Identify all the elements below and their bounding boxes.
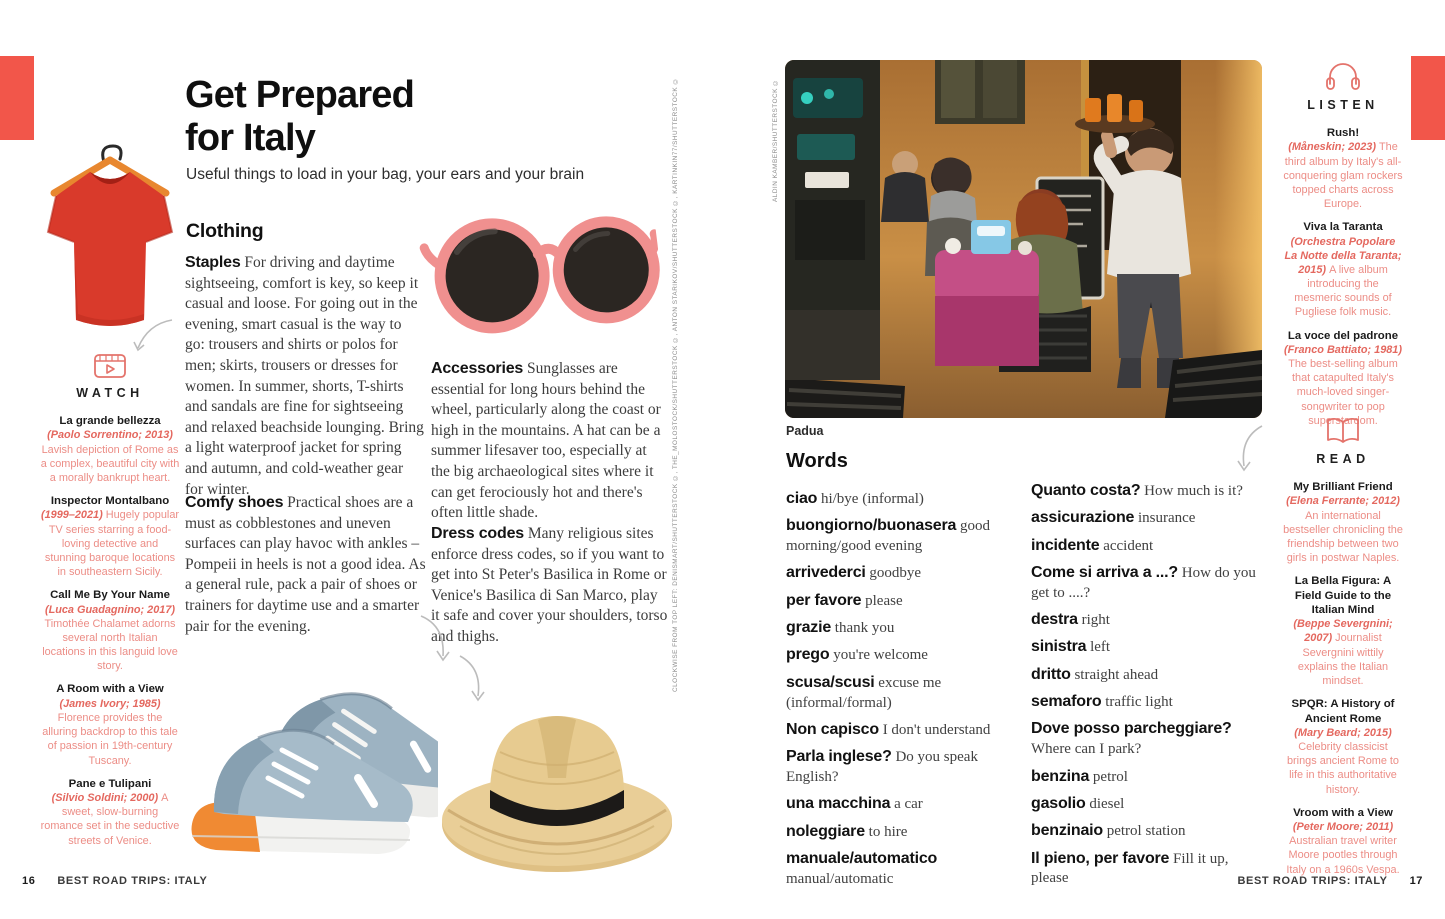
- photo-caption: Padua: [786, 424, 824, 438]
- chapter-tab-left: [0, 56, 34, 140]
- recommendation-credit: (Peter Moore; 2011): [1292, 821, 1394, 834]
- recommendation-credit: (Silvio Soldini; 2000): [51, 792, 162, 805]
- word-entry: [1031, 767, 1269, 787]
- recommendation-body: [1283, 726, 1403, 797]
- recommendation-entry: [1283, 806, 1403, 877]
- recommendation-entry: [1283, 480, 1403, 565]
- italian-term: scusa/scusi: [786, 673, 875, 691]
- italian-term: buongiorno/buonasera: [786, 517, 957, 535]
- italian-term: assicurazione: [1031, 509, 1135, 527]
- recommendation-entry: [40, 777, 180, 848]
- recommendation-credit: (Paolo Sorrentino; 2013): [47, 429, 173, 442]
- word-entry: [1031, 637, 1269, 657]
- word-entry: [1031, 719, 1269, 759]
- photo-credit-left-page: CLOCKWISE FROM TOP LEFT: DENISMART/SHUTTERSTOCK ©, THE_MOLOSTOCK/SHUTTERSTOCK ©, ANTON STARIKOV/SHUTTERSTOCK ©, KARTINKIN77/SHUTTERSTOCK ©: [672, 77, 679, 692]
- page-title: [185, 74, 414, 160]
- italian-term: noleggiare: [786, 822, 865, 840]
- word-entry: [786, 673, 1018, 713]
- word-entry: [786, 794, 1018, 814]
- italian-term: Il pieno, per favore: [1031, 849, 1170, 867]
- staples-term: Staples: [185, 254, 241, 271]
- footer-right: [1238, 875, 1423, 887]
- italian-term: per favore: [786, 591, 862, 609]
- word-entry: [786, 747, 1018, 787]
- word-entry: [1031, 821, 1269, 841]
- english-translation: insurance: [1134, 510, 1196, 527]
- recommendation-body: [1283, 494, 1403, 565]
- english-translation: straight ahead: [1070, 666, 1159, 683]
- recommendation-entry: [40, 494, 180, 579]
- recommendation-entry: [40, 414, 180, 485]
- comfy-shoes-term: Comfy shoes: [185, 494, 284, 511]
- dress-codes-text: Many religious sites enforce dress codes, so if you want to get into St Peter's Basilica in Rome or Venice's Basilica di San Marco, play it safe and cover your shoulders, torso and thighs.: [431, 525, 668, 646]
- sneakers-image: [172, 648, 438, 862]
- listen-sidebar: [1283, 60, 1403, 437]
- english-translation: How do you get to ....?: [1031, 564, 1256, 601]
- recommendation-description: An international bestseller chronicling the friendship between two girls in postwar Naples.: [1283, 509, 1403, 565]
- recommendation-description: Florence provides the alluring backdrop to this tale of passion in 19th-century Tuscany.: [42, 712, 178, 767]
- clothing-heading: Clothing: [186, 220, 264, 242]
- recommendation-body: [40, 697, 180, 768]
- recommendation-title: Viva la Taranta: [1303, 221, 1383, 234]
- word-entry: [786, 516, 1018, 556]
- word-entry: [786, 645, 1018, 665]
- recommendation-entry: [1283, 329, 1403, 428]
- recommendation-credit: (James Ivory; 1985): [59, 697, 161, 710]
- comfy-shoes-paragraph: [185, 492, 427, 637]
- recommendation-entry: [40, 682, 180, 767]
- word-entry: [1031, 563, 1269, 603]
- staples-text: For driving and daytime sightseeing, comfort is key, so keep it casual and loose. For going out in the evening, smart casual is the way to go: trousers and shirts or polos for men; skirts, trousers or dresses for women. In summer, shorts, T-shirts and sandals are fine for sightseeing and relaxed beachside lounging. Bring a light waterproof jacket for spring and autumn, and cold-weather gear for winter.: [185, 254, 424, 498]
- english-translation: excuse me (informal/formal): [786, 674, 942, 711]
- recommendation-credit: (Franco Battiato; 1981): [1283, 343, 1402, 356]
- recommendation-description: Celebrity classicist brings ancient Rome to life in this authoritative history.: [1287, 741, 1399, 796]
- recommendation-description: Journalist Severgnini wittily explains the Italian mindset.: [1297, 632, 1389, 687]
- chapter-tab-right: [1411, 56, 1445, 140]
- italian-term: una macchina: [786, 795, 891, 813]
- word-entry: [786, 618, 1018, 638]
- italian-term: sinistra: [1031, 638, 1087, 656]
- english-translation: please: [861, 592, 903, 609]
- italian-term: dritto: [1031, 665, 1071, 683]
- english-translation: hi/bye (informal): [817, 491, 924, 507]
- english-translation: you're welcome: [829, 647, 928, 664]
- recommendation-credit: (Måneskin; 2023): [1288, 141, 1379, 154]
- comfy-shoes-text: Practical shoes are a must as cobblestones and uneven surfaces can play havoc with ankles – Pompeii in heels is not a good idea. As a general rule, pack a pair of shoes or trainers for daytime use and a smarter pair for the evening.: [185, 494, 426, 635]
- recommendation-body: [1283, 617, 1403, 688]
- read-book-icon: [1324, 416, 1362, 446]
- words-column-1: [786, 489, 1018, 896]
- recommendation-credit: (Orchestra Popolare La Notte della Taranta; 2015): [1284, 235, 1402, 276]
- italian-term: benzinaio: [1031, 822, 1103, 840]
- recommendation-entry: [1283, 697, 1403, 797]
- photo-credit-right-page: ALDIN KAMBER/SHUTTERSTOCK ©: [772, 78, 779, 202]
- english-translation: I don't understand: [878, 721, 991, 738]
- sunglasses-image: [411, 178, 669, 366]
- recommendation-description: Lavish depiction of Rome as a complex, beautiful city with a morally bankrupt heart.: [40, 443, 180, 484]
- read-sidebar: [1283, 416, 1403, 886]
- recommendation-credit: (Elena Ferrante; 2012): [1286, 495, 1400, 508]
- recommendation-title: Vroom with a View: [1293, 806, 1393, 819]
- page-title-line2: for Italy: [185, 116, 316, 159]
- page-title-line1: Get Prepared: [185, 74, 415, 116]
- word-entry: [786, 563, 1018, 583]
- word-entry: [786, 489, 1018, 509]
- word-entry: [1031, 610, 1269, 630]
- recommendation-body: [1283, 140, 1403, 211]
- read-label: READ: [1316, 452, 1370, 466]
- recommendation-title: La Bella Figura: A Field Guide to the Italian Mind: [1294, 575, 1392, 616]
- recommendation-description: A live album introducing the mesmeric sounds of Pugliese folk music.: [1294, 263, 1392, 319]
- accessories-paragraph: [431, 358, 669, 524]
- accessories-text: Sunglasses are essential for long hours behind the wheel, particularly along the coast or high in the mountains. A hat can be a summer lifesaver too, especially at the big archaeological sites where it can get ferociously hot and there's often little shade.: [431, 360, 661, 522]
- english-translation: goodbye: [865, 565, 922, 582]
- english-translation: accident: [1099, 537, 1154, 554]
- recommendation-body: [1283, 820, 1403, 877]
- italian-term: Parla inglese?: [786, 748, 892, 766]
- word-entry: [1031, 665, 1269, 685]
- recommendation-title: Call Me By Your Name: [50, 589, 170, 602]
- dress-codes-paragraph: [431, 523, 669, 648]
- english-translation: Fill it up, please: [1031, 850, 1229, 887]
- word-entry: [786, 849, 1018, 889]
- padua-photo-scene: [785, 60, 1262, 418]
- recommendation-title: My Brilliant Friend: [1293, 481, 1393, 493]
- english-translation: Where can I park?: [1031, 741, 1142, 758]
- italian-term: grazie: [786, 619, 832, 637]
- english-translation: manual/automatic: [786, 870, 894, 887]
- english-translation: How much is it?: [1140, 483, 1243, 499]
- listen-entries: [1283, 126, 1403, 428]
- arrow-decoration-words: [1226, 422, 1268, 474]
- listen-headphones-icon: [1325, 60, 1361, 92]
- staples-paragraph: [185, 252, 425, 500]
- word-entry: [1031, 536, 1269, 556]
- watch-sidebar: [40, 350, 180, 857]
- word-entry: [786, 822, 1018, 842]
- recommendation-credit: (1999–2021): [40, 509, 106, 522]
- recommendation-body: [1283, 235, 1403, 320]
- straw-hat-image: [438, 682, 676, 882]
- recommendation-description: Timothée Chalamet adorns several north Italian locations in this languid love story.: [42, 617, 178, 673]
- italian-term: manuale/automatico: [786, 850, 938, 868]
- recommendation-body: [40, 791, 180, 848]
- english-translation: to hire: [864, 823, 908, 840]
- recommendation-title: La voce del padrone: [1287, 329, 1399, 342]
- italian-term: benzina: [1031, 767, 1090, 785]
- footer-left-text: BEST ROAD TRIPS: ITALY: [57, 875, 208, 887]
- recommendation-description: The best-selling album that catapulted Italy's much-loved singer-songwriter to pop superstardom.: [1288, 358, 1398, 427]
- recommendation-description: A sweet, slow-burning romance set in the seductive streets of Venice.: [40, 792, 180, 847]
- italian-term: Quanto costa?: [1031, 482, 1141, 499]
- italian-term: Dove posso parcheggiare?: [1031, 720, 1232, 738]
- english-translation: right: [1077, 612, 1110, 629]
- word-entry: [1031, 849, 1269, 889]
- italian-term: incidente: [1031, 536, 1100, 554]
- english-translation: petrol: [1089, 768, 1128, 785]
- recommendation-description: The third album by Italy's all-conquering glam rockers topped charts across Europe.: [1283, 141, 1403, 211]
- recommendation-credit: (Luca Guadagnino; 2017): [44, 603, 176, 616]
- recommendation-title: SPQR: A History of Ancient Rome: [1291, 698, 1395, 725]
- english-translation: traffic light: [1101, 694, 1173, 711]
- read-entries: [1283, 480, 1403, 877]
- page-subtitle: Useful things to load in your bag, your ears and your brain: [186, 166, 585, 183]
- italian-term: ciao: [786, 490, 818, 507]
- recommendation-body: [40, 508, 180, 579]
- listen-label: LISTEN: [1307, 98, 1379, 112]
- word-entry: [1031, 692, 1269, 712]
- english-translation: petrol station: [1102, 823, 1186, 840]
- recommendation-title: Inspector Montalbano: [50, 495, 170, 508]
- word-entry: [1031, 794, 1269, 814]
- recommendation-description: Australian travel writer Moore pootles through Italy on a 1960s Vespa.: [1286, 835, 1400, 876]
- word-entry: [1031, 481, 1269, 501]
- word-entry: [786, 720, 1018, 740]
- words-heading: Words: [786, 450, 848, 472]
- dress-codes-term: Dress codes: [431, 525, 524, 542]
- english-translation: Do you speak English?: [786, 749, 978, 786]
- italian-term: prego: [786, 646, 830, 664]
- recommendation-title: La grande bellezza: [59, 415, 161, 427]
- recommendation-entry: [40, 588, 180, 673]
- italian-term: Come si arriva a ...?: [1031, 563, 1178, 581]
- italian-term: gasolio: [1031, 794, 1086, 812]
- word-entry: [786, 591, 1018, 611]
- recommendation-credit: (Mary Beard; 2015): [1294, 726, 1392, 739]
- english-translation: thank you: [831, 620, 895, 637]
- recommendation-entry: [1283, 574, 1403, 688]
- footer-left: [22, 875, 207, 887]
- english-translation: good morning/good evening: [786, 518, 990, 555]
- italian-term: Non capisco: [786, 720, 879, 738]
- italian-term: arrivederci: [786, 564, 866, 582]
- tshirt-image: [44, 138, 176, 338]
- english-translation: a car: [890, 796, 923, 813]
- recommendation-title: Rush!: [1326, 127, 1360, 139]
- recommendation-title: A Room with a View: [56, 683, 164, 696]
- padua-photo: [785, 60, 1262, 418]
- watch-video-icon: [92, 350, 128, 380]
- accessories-term: Accessories: [431, 360, 524, 377]
- english-translation: left: [1086, 639, 1111, 656]
- recommendation-body: [40, 428, 180, 485]
- footer-right-text: BEST ROAD TRIPS: ITALY: [1237, 875, 1388, 887]
- watch-label: WATCH: [76, 386, 144, 400]
- recommendation-body: [40, 603, 180, 674]
- recommendation-title: Pane e Tulipani: [68, 777, 152, 790]
- watch-entries: [40, 414, 180, 848]
- english-translation: diesel: [1085, 795, 1125, 812]
- recommendation-description: Hugely popular TV series starring a food-loving detective and stunning baroque locations in southeastern Sicily.: [44, 509, 180, 579]
- word-entry: [1031, 508, 1269, 528]
- words-column-2: [1031, 481, 1269, 896]
- italian-term: semaforo: [1031, 693, 1102, 711]
- recommendation-entry: [1283, 220, 1403, 319]
- recommendation-credit: (Beppe Severgnini; 2007): [1293, 618, 1393, 645]
- recommendation-entry: [1283, 126, 1403, 211]
- page-number-right: 17: [1409, 875, 1423, 887]
- page-number-left: 16: [22, 875, 36, 887]
- italian-term: destra: [1031, 611, 1078, 629]
